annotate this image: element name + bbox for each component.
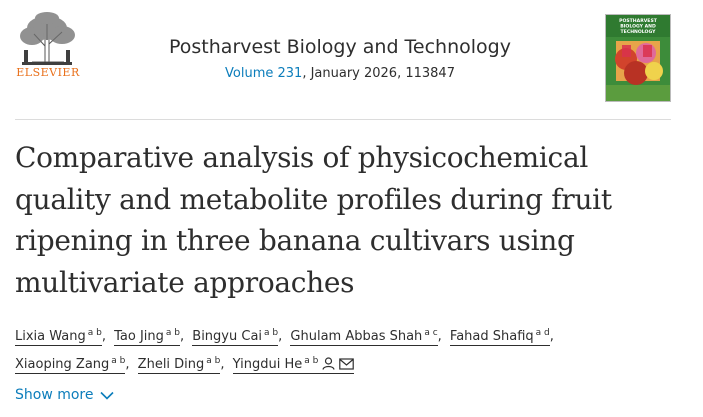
title-line: ripening in three banana cultivars using bbox=[15, 224, 575, 257]
author-name: Bingyu Cai bbox=[192, 329, 263, 344]
chevron-down-icon bbox=[100, 391, 114, 400]
journal-info bbox=[90, 36, 590, 81]
elsevier-wordmark: ELSEVIER bbox=[16, 66, 80, 79]
author-link[interactable] bbox=[290, 329, 437, 346]
author-list: Lixia Wang $^{a b}$, Tao Jing $^{a b}$, Bingyu Cai $^{a b}$, Ghulam Abbas Shah $^{a c}$, Fahad Shafiq $^{a d}$, Xiaoping Zang $^{a b}$, Zheli Ding $^{a b}$, Yingdui He $^{a b}$ bbox=[15, 328, 554, 372]
author-name: Lixia Wang bbox=[15, 329, 86, 344]
affiliation-marks: a b bbox=[87, 328, 102, 338]
show-more-label: Show more bbox=[15, 387, 94, 403]
journal-cover-image[interactable] bbox=[605, 14, 671, 102]
author-link[interactable] bbox=[450, 329, 550, 346]
affiliation-marks: a d bbox=[535, 328, 550, 338]
author-name: Ghulam Abbas Shah bbox=[290, 329, 423, 344]
author-link[interactable] bbox=[15, 357, 125, 374]
author-name: Zheli Ding bbox=[137, 357, 205, 372]
author-name: Xiaoping Zang bbox=[15, 357, 110, 372]
person-icon bbox=[322, 357, 335, 370]
article-header bbox=[0, 0, 703, 120]
author-name: Tao Jing bbox=[114, 329, 164, 344]
title-line: Comparative analysis of physicochemical bbox=[15, 141, 588, 174]
author-name: Yingdui He bbox=[232, 357, 303, 372]
author-link[interactable] bbox=[114, 329, 180, 346]
article-title bbox=[15, 137, 675, 303]
author-link[interactable] bbox=[138, 357, 221, 374]
svg-text:TECHNOLOGY: TECHNOLOGY bbox=[620, 30, 656, 35]
author-name: Fahad Shafiq bbox=[449, 329, 534, 344]
affiliation-marks: a b bbox=[264, 328, 279, 338]
affiliation-marks: a b bbox=[304, 356, 319, 366]
svg-text:POSTHARVEST: POSTHARVEST bbox=[619, 19, 657, 24]
author-link[interactable] bbox=[192, 329, 278, 346]
issue-date-article-number: , January 2026, 113847 bbox=[302, 66, 455, 81]
journal-title-link[interactable]: Postharvest Biology and Technology bbox=[169, 36, 511, 58]
author-link-corresponding[interactable] bbox=[233, 357, 355, 374]
show-more-button[interactable] bbox=[15, 387, 114, 403]
header-divider bbox=[15, 119, 671, 120]
affiliation-marks: a b bbox=[111, 356, 126, 366]
title-line: multivariate approaches bbox=[15, 265, 355, 299]
affiliation-marks: a b bbox=[206, 356, 221, 366]
envelope-icon bbox=[339, 358, 354, 370]
affiliation-marks: a c bbox=[424, 328, 438, 338]
author-link[interactable] bbox=[15, 329, 102, 346]
journal-meta bbox=[90, 66, 590, 81]
affiliation-marks: a b bbox=[165, 328, 180, 338]
title-line: quality and metabolite profiles during fruit bbox=[15, 182, 612, 216]
svg-text:BIOLOGY AND: BIOLOGY AND bbox=[620, 24, 656, 30]
volume-link[interactable]: Volume 231 bbox=[225, 66, 303, 81]
